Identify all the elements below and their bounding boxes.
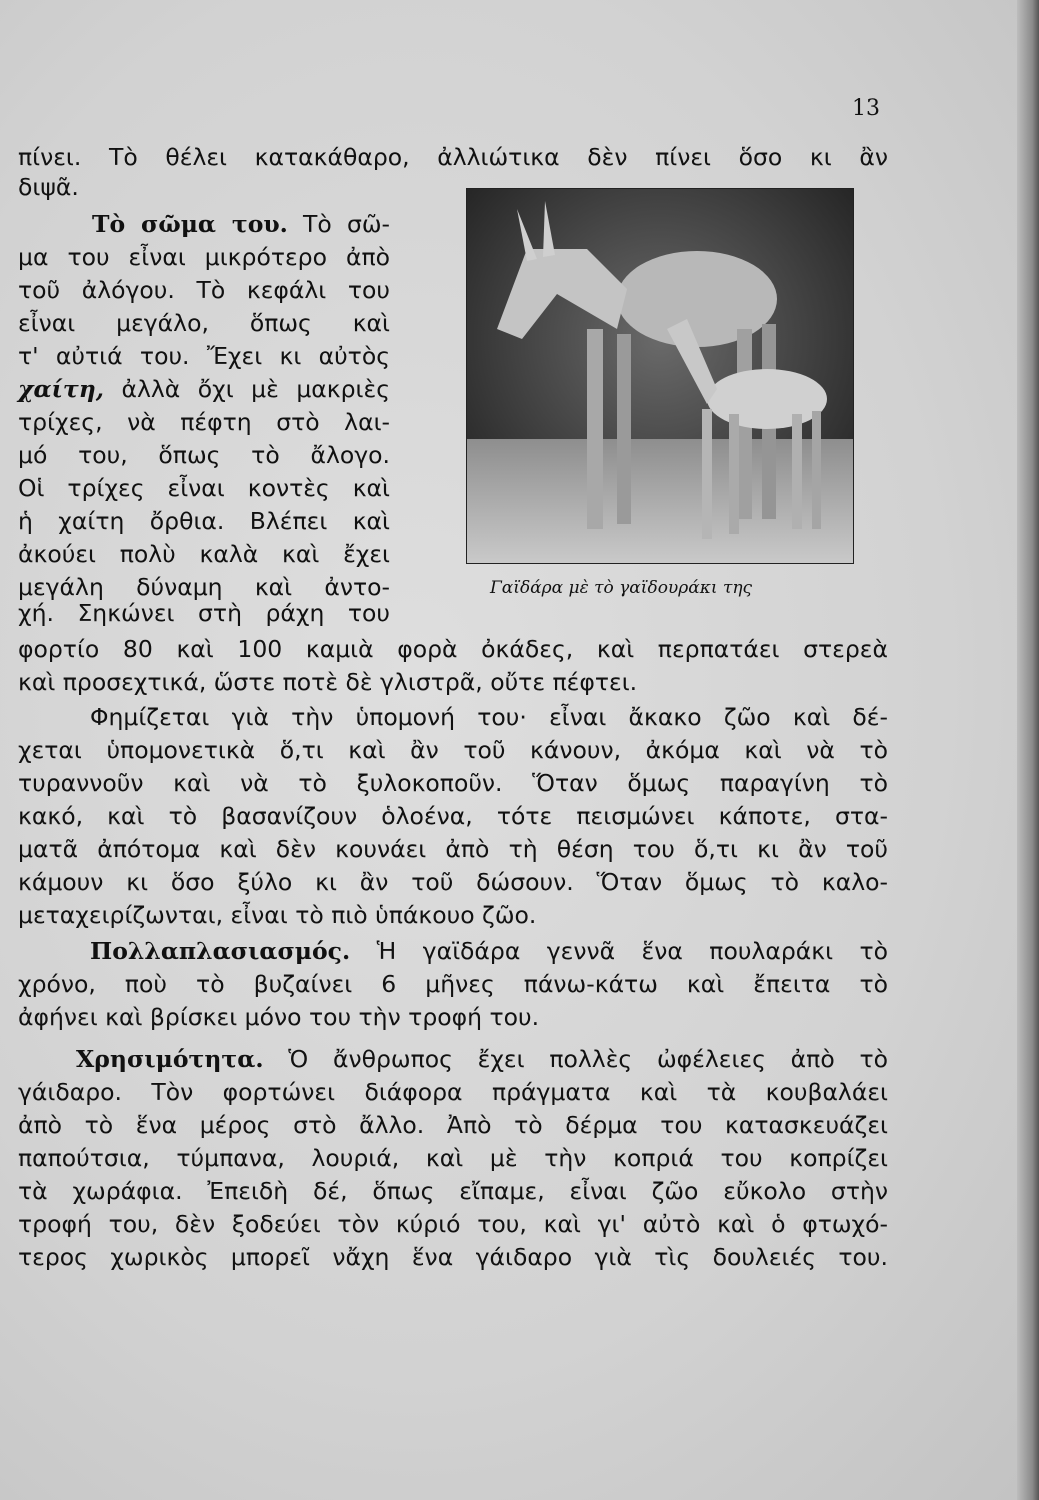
text-fragment: Τὸ σῶ- xyxy=(303,210,390,238)
page-edge-shadow xyxy=(1017,0,1039,1500)
donkey-photo xyxy=(466,188,854,564)
page-number: 13 xyxy=(852,96,880,121)
text-line: ματᾶ ἀπότομα καὶ δὲν κουνάει ἀπὸ τὴ θέση του ὅ,τι κι ἂν τοῦ xyxy=(18,835,888,863)
section-heading-reproduction: Πολλαπλασιασμός. xyxy=(90,937,351,965)
text-line: χή. Σηκώνει στὴ ράχη του xyxy=(18,599,390,627)
figure-caption: Γαϊδάρα μὲ τὸ γαϊδουράκι της xyxy=(490,578,753,598)
text-line: εἶναι μεγάλο, ὅπως καὶ xyxy=(18,309,390,337)
text-line: ἀπὸ τὸ ἕνα μέρος στὸ ἄλλο. Ἀπὸ τὸ δέρμα του κατασκευάζει xyxy=(18,1111,888,1139)
reproduction-heading-line xyxy=(18,936,888,966)
text-line: πίνει. Τὸ θέλει κατακάθαρο, ἀλλιώτικα δὲν πίνει ὅσο κι ἂν xyxy=(18,143,888,171)
text-line: κακό, καὶ τὸ βασανίζουν ὁλοένα, τότε πεισμώνει κάποτε, στα- xyxy=(18,802,888,830)
text-line: τρίχες, νὰ πέφτη στὸ λαι- xyxy=(18,408,390,436)
text-line: ἡ χαίτη ὄρθια. Βλέπει καὶ xyxy=(18,507,390,535)
text-line: καὶ προσεχτικά, ὥστε ποτὲ δὲ γλιστρᾶ, οὔτε πέφτει. xyxy=(18,668,638,696)
text-line: Οἱ τρίχες εἶναι κοντὲς καὶ xyxy=(18,474,390,502)
text-line: Φημίζεται γιὰ τὴν ὑπομονή του· εἶναι ἄκακο ζῶο καὶ δέ- xyxy=(90,703,888,731)
text-fragment: Ὁ ἄνθρωπος ἔχει πολλὲς ὠφέλειες ἀπὸ τὸ xyxy=(288,1045,888,1073)
text-line: χρόνο, ποὺ τὸ βυζαίνει 6 μῆνες πάνω-κάτω καὶ ἔπειτα τὸ xyxy=(18,970,888,998)
text-line: κάμουν κι ὅσο ξύλο κι ἂν τοῦ δώσουν. Ὅταν ὅμως τὸ καλο- xyxy=(18,868,888,896)
text-line: φορτίο 80 καὶ 100 καμιὰ φορὰ ὀκάδες, καὶ περπατάει στερεὰ xyxy=(18,635,888,663)
text-line: διψᾶ. xyxy=(18,173,79,201)
usefulness-heading-line xyxy=(18,1044,888,1074)
body-term-line xyxy=(18,374,390,404)
text-line: μό του, ὅπως τὸ ἄλογο. xyxy=(18,441,390,469)
text-line: τυραννοῦν καὶ νὰ τὸ ξυλοκοποῦν. Ὅταν ὅμως παραγίνη τὸ xyxy=(18,769,888,797)
text-line: γάιδαρο. Τὸν φορτώνει διάφορα πράγματα καὶ τὰ κουβαλάει xyxy=(18,1078,888,1106)
section-heading-body: Τὸ σῶμα του. xyxy=(92,210,288,238)
text-line: τερος χωρικὸς μπορεῖ νἄχη ἕνα γάιδαρο γιὰ τὶς δουλειές του. xyxy=(18,1243,888,1271)
section-heading-usefulness: Χρησιμότητα. xyxy=(76,1045,264,1073)
text-line: ἀφήνει καὶ βρίσκει μόνο του τὴν τροφή του. xyxy=(18,1003,540,1031)
text-line: χεται ὑπομονετικὰ ὅ,τι καὶ ἂν τοῦ κάνουν, ἀκόμα καὶ νὰ τὸ xyxy=(18,736,888,764)
text-line: τὰ χωράφια. Ἐπειδὴ δέ, ὅπως εἴπαμε, εἶναι ζῶο εὔκολο στὴν xyxy=(18,1177,888,1205)
text-line: μεταχειρίζωνται, εἶναι τὸ πιὸ ὑπάκουο ζῶο. xyxy=(18,901,537,929)
term-chaiti: χαίτη, xyxy=(18,375,104,403)
text-line: τροφή του, δὲν ξοδεύει τὸν κύριό του, καὶ γι' αὐτὸ καὶ ὁ φτωχό- xyxy=(18,1210,888,1238)
text-line: τ' αὐτιά του. Ἔχει κι αὐτὸς xyxy=(18,342,390,370)
text-line: τοῦ ἀλόγου. Τὸ κεφάλι του xyxy=(18,276,390,304)
text-line: μεγάλη δύναμη καὶ ἀντο- xyxy=(18,573,390,601)
text-fragment: ἀλλὰ ὄχι μὲ μακριὲς xyxy=(121,375,390,403)
text-line: μα του εἶναι μικρότερο ἀπὸ xyxy=(18,243,390,271)
text-fragment: Ἡ γαϊδάρα γεννᾶ ἕνα πουλαράκι τὸ xyxy=(376,937,888,965)
body-heading-line xyxy=(18,209,390,239)
text-line: παπούτσια, τύμπανα, λουριά, καὶ μὲ τὴν κοπριά του κοπρίζει xyxy=(18,1144,888,1172)
text-line: ἀκούει πολὺ καλὰ καὶ ἔχει xyxy=(18,540,390,568)
